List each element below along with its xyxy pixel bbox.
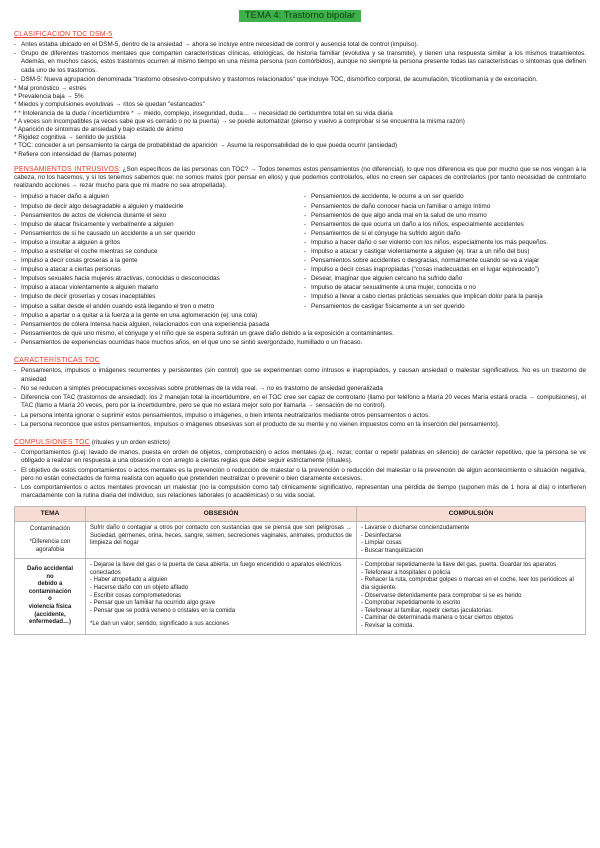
cell-line: - Escribir cosas comprometedoras <box>90 592 182 599</box>
list-item: - Pensamientos sobre accidentes o desgracias, normalmente cuando se va a viajar <box>304 257 586 265</box>
note: * Mal pronóstico → estrés <box>14 85 87 93</box>
list-item: - Diferencia con TAC (trastornos de ansiedad): los 2 manejan total la incertidumbre, en el TOC cree ser capaz de controlarlo (llamo por teléfono a María 20 veces María estará oracla → compulsiones), el TAC (llamo a María 20 veces, pero por la incertidumbre, pero se que no estará mejor solo por llamarla → sensación de no control). <box>14 394 586 410</box>
list-item: - Impulso a insultar a alguien a gritos <box>14 239 296 247</box>
table-row <box>15 559 586 634</box>
list-item: - Pensamientos de que uno mismo, el cónyuge y el niño que se espera sufrirán un grave daño debido a la exposición a contaminantes. <box>14 330 586 338</box>
list-item: - Pensamientos de cólera intensa hacia alguien, relacionados con una experiencia pasada <box>14 321 586 329</box>
list-item: - Pensamientos de accidente, le ocurre a un ser querido <box>304 193 586 201</box>
table-row <box>15 521 586 558</box>
cell-line: - Lavarse o ducharse concienzudamente <box>361 524 470 531</box>
note: * Prevalencia baja → 5% <box>14 93 84 101</box>
page-title: TEMA 4: Trastorno bipolar <box>239 10 361 22</box>
cell-line: - Buscar tranquilización <box>361 547 424 554</box>
list-item: - Impulso a saltar desde el andén cuando está llegando el tren o metro <box>14 303 296 311</box>
cell-line: enfermedad…) <box>28 619 71 626</box>
cell-line: - Desinfectarse <box>361 532 402 539</box>
cell-line: - Telefonear al familiar, repetir ciertas jaculatorias. <box>361 607 493 614</box>
list-item: - Impulso a atacar a ciertas personas <box>14 266 296 274</box>
cell-line: - Revisar la comida. <box>361 623 415 630</box>
list-item: - Los comportamientos o actos mentales provocan un malestar (no la compulsión como tal) clínicamente significativo, representan una pérdida de tiempo (suponen más de 1 hora al día) o interfieren marcadamente con la rutina diaria del individuo, sus relaciones laborales (o académicas) o su vida social. <box>14 484 586 500</box>
cell-line: (accidente, <box>34 611 66 618</box>
list-item: - Impulso a atacar violentamente a alguien malarlo <box>14 284 296 292</box>
note: * Aparición de síntomas de ansiedad y bajo estado de ánimo <box>14 126 184 134</box>
heading-caracteristicas: CARACTERÍSTICAS TOC <box>14 357 100 365</box>
list-item: - Impulso de decir groserías y cosas inaceptables <box>14 293 296 301</box>
list-item: - Impulso a decir cosas inapropiadas ("cosas inadecuadas en el lugar equivocado") <box>304 266 586 274</box>
note: * Refiere con intensidad de (llamas potente) <box>14 150 137 158</box>
caracteristicas-list <box>14 367 586 428</box>
cell-line: Sufrir daño o contagiar a otros por contacto con sustancias que se piensa que son peligrosas → Suciedad, gérmenes, orina, heces, sangre, semen, secreciones vaginales, animales, productos de limpieza del hogar <box>90 524 352 547</box>
intrusivos-bottom-list <box>14 312 586 348</box>
cell-line: - Comprobar repetidamente la llave del gas, puerta. Guardar los aparatos <box>361 562 557 569</box>
list-item: - Pensamientos de experiencias ocurridas hace muchos años, en el que uno se sintió avergonzado, humillado o un fracaso. <box>14 339 586 347</box>
cell-line: - Limpiar cosas <box>361 540 402 547</box>
cell-line: - Dejarse la llave del gas o la puerta de casa abierta, un fuego encendido o aparatos eléctricos conectados <box>90 562 342 576</box>
list-item: - Desear, imaginar que alguien cercano ha sufrido daño <box>304 275 586 283</box>
cell-line: debido a <box>37 581 63 588</box>
note: * * Intolerancia de la duda / incertidumbre * → miedo, complejo, inseguridad, duda… → necesidad de certidumbre total en su vida diaria <box>14 109 393 117</box>
list-item: - Impulso a atacar y castigar violentamente a alguien (ej: tirar a un niño del bus) <box>304 248 586 256</box>
table-header-row <box>15 507 586 522</box>
obsession-compulsion-table <box>14 506 586 634</box>
note: * A veces son incompatibles (a veces sabe que es cerrado o no la puerta) → se puede automatizar (pienso y vuelvo a comprobar si se encuentra la misma razón) <box>14 117 465 125</box>
compulsiones-heading-note: (rituales y un orden estricto) <box>91 438 170 446</box>
cell-line: - Pensar que se podrá veneno o cristales en la comida <box>90 607 236 614</box>
table-cell-tema <box>15 521 86 558</box>
cell-line: - Telefonear a hospitales o policía <box>361 569 451 576</box>
list-item: - Impulso de atacar físicamente y verbalmente a alguien <box>14 221 296 229</box>
list-item: - Pensamientos de si he causado un accidente a un ser querido <box>14 230 296 238</box>
cell-line: - Caminar de determinada manera o tocar ciertos objetos <box>361 615 514 622</box>
list-item: - La persona intenta ignorar o suprimir estos pensamientos, impulso o imágenes, o bien intenta neutralizarlos mediante otros pensamientos o actos. <box>14 412 586 420</box>
heading-clasificacion: CLASIFICACIÓN TOC DSM-5 <box>14 31 113 38</box>
list-item: - Antes estaba ubicado en el DSM-5, dentro de la ansiedad → ahora se incluye entre necesidad de control y ausencia total de control (impulso). <box>14 41 586 49</box>
cell-line: Daño accidental <box>26 566 73 573</box>
heading-intrusivos: PENSAMIENTOS INTRUSIVOS <box>14 165 119 173</box>
list-item: - Impulso a decir cosas groseras a la gente <box>14 257 296 265</box>
cell-line: - Rehacer la ruta, comprobar golpes o marcas en el coche, leer los periódicos al día siguiente. <box>361 577 574 592</box>
list-item: - Pensamientos, impulsos o imágenes recurrentes y persistentes (sin control) que se experimentan como intrusos e inapropiados, y causan ansiedad o malestar significativos. No es un trastorno de ansiedad <box>14 367 586 383</box>
heading-compulsiones: COMPULSIONES TOC <box>14 438 91 446</box>
intrusivos-left-list <box>14 193 296 311</box>
list-item: - Impulso a estrellar el coche mientras se conduce <box>14 248 296 256</box>
note: * Miedos y compulsiones evolutivas → ritos se quedan "estancados" <box>14 101 205 109</box>
table-cell-obsesion <box>86 521 357 558</box>
list-item: - Impulso de decir algo desagradable a alguien y maldecirle <box>14 203 296 211</box>
notes-block <box>14 85 586 159</box>
list-item: - Impulso a apartar o a quitar a la fuerza a la gente en una aglomeración (ej: una cola) <box>14 312 586 320</box>
table-cell-compulsion <box>357 559 586 634</box>
list-item: - Impulsos sexuales hacia mujeres atractivas, conocidas o desconocidas <box>14 275 296 283</box>
cell-line: *Diferencia con agorafobia <box>29 539 71 553</box>
table-cell-obsesion <box>86 559 357 634</box>
cell-line: o <box>48 596 52 603</box>
cell-line: - Comprobar repetidamente lo escrito <box>361 600 461 607</box>
list-item: - El objetivo de estos comportamientos o actos mentales es la prevención o reducción de malestar o la prevención o reducción del malestar o la prevención de algún acontecimiento o situación negativa, pero no están conectados de forma realista con aquello que pretenden neutralizar o prevenir o bien claramente excesivos. <box>14 467 586 483</box>
list-item: - Impulso a llevar a cabo ciertas prácticas sexuales que implican dolor para la pareja <box>304 293 586 301</box>
intrusivos-paragraph: PENSAMIENTOS INTRUSIVOS: ¿Son específicos de las personas con TOC? → Todos tenemos estos pensamientos (no diferencial), lo que nos diferencia es que por mucho que se nos vengan a la cabeza, no los hacemos, y sí los tenemos sabemos que: no somos malos (por pensar en ellos) y que podemos controlarlos, ellos no creen ser capaces de controlarlos (por tanto necesidad de controlarlo realizando acciones → rezar mucho para que mi madre no sea atropellada). <box>14 165 587 190</box>
note: * TOC: conceder a un pensamiento la carga de probabilidad de aparición → Asume la responsabilidad de lo que pueda ocurrir (ansiedad) <box>14 142 398 150</box>
list-item: - Pensamientos de castigar físicamente a un ser querido <box>304 303 586 311</box>
intrusivos-columns <box>14 193 586 311</box>
note: * Rigidez cognitiva → sentido de justicia <box>14 134 126 142</box>
cell-line: - Hacerse daño con un objeto afilado <box>90 585 189 592</box>
table-cell-tema <box>15 559 86 634</box>
list-item: - Pensamientos de que algo anda mal en la salud de uno mismo <box>304 212 586 220</box>
list-item: - No se reducen a simples preocupaciones excesivas sobre problemas de la vida real. → no es trastorno de ansiedad generalizada <box>14 385 586 393</box>
list-item: - Pensamientos de daño conocer hacia un familiar o amigo íntimo <box>304 203 586 211</box>
list-item: - Comportamientos (p.ej: lavado de manos, puesta en orden de objetos, comprobación) o actos mentales (p.ej.: rezar, contar o repetir palabras en silencio) de carácter repetitivo, que la persona se ve obligado a realizar en respuesta a una obsesión o con arreglo a ciertas reglas que debe seguir estrictamente (rituales). <box>14 449 586 465</box>
cell-line: - Haber atropellado a alguien <box>90 577 168 584</box>
list-item: - Pensamientos de que ocurra un daño a los niños, especialmente accidentes <box>304 221 586 229</box>
table-header-tema: TEMA <box>15 507 86 522</box>
list-item: - Impulso a hacer daño a alguien <box>14 193 296 201</box>
cell-line: contaminación <box>28 588 72 595</box>
cell-line: violencia física <box>28 604 72 611</box>
list-item: - Pensamientos de si el cónyuge ha sufrido algún daño <box>304 230 586 238</box>
intrusivos-right-list <box>304 193 586 311</box>
table-header-compulsion: COMPULSIÓN <box>357 507 586 522</box>
cell-line: *Le dan un valor, sentido, significado a sus acciones <box>90 621 230 628</box>
list-item: - La persona reconoce que estos pensamientos, impulsos o imágenes obsesivas son el producto de su mente y no vienen impuestos como en la inserción del pensamiento). <box>14 421 586 429</box>
clasificacion-list <box>14 41 586 84</box>
list-item: - Impulso a hacer daño o ser violento con los niños, especialmente los más pequeños. <box>304 239 586 247</box>
compulsiones-heading-row <box>14 438 586 447</box>
cell-line: no <box>46 573 54 580</box>
table-cell-compulsion <box>357 521 586 558</box>
cell-line: - Observarse detenidamente para comprobar si se es herido <box>361 592 522 599</box>
cell-line: Contaminación <box>29 525 71 532</box>
compulsiones-list <box>14 449 586 500</box>
intrusivos-intro: ¿Son específicos de las personas con TOC? → Todos tenemos estos pensamientos (no diferencial), lo que nos diferencia es que por mucho que se nos vengan a la cabeza, no los hacemos, y sí los tenemos sabemos que: no somos malos (por pensar en ellos) y que podemos controlarlos, ellos no creen ser capaces de controlarlos (por tanto necesidad de controlarlo realizando acciones → rezar mucho para que mi madre no sea atropellada). <box>14 165 587 190</box>
cell-line: - Pensar que un familiar ha ocurrido algo grave <box>90 600 216 607</box>
list-item: - Impulso de atacar sexualmente a una mujer, conocida o no <box>304 284 586 292</box>
table-header-obsesion: OBSESIÓN <box>86 507 357 522</box>
list-item: - Pensamientos de actos de violencia durante el sexo <box>14 212 296 220</box>
list-item: - Grupo de diferentes trastornos mentales que comparten características clínicas, etiológicas, de historia familiar (evolutiva y se transmite), y tienen una respuesta similar a los mismos tratamientos. Además, en muchos casos, estos trastornos ocurren al mismo tiempo en una misma persona (son comórbidos), aunque no siempre la persona presente todas las características o síntomas que definen cada uno de los trastornos. <box>14 50 586 75</box>
list-item: - DSM-5: Nueva agrupación denominada "trastorno obsesivo-compulsivo y trastornos relacionados" que incluye TOC, dismórfico corporal, de acumulación, tricotilomanía y de excoriación. <box>14 76 586 84</box>
